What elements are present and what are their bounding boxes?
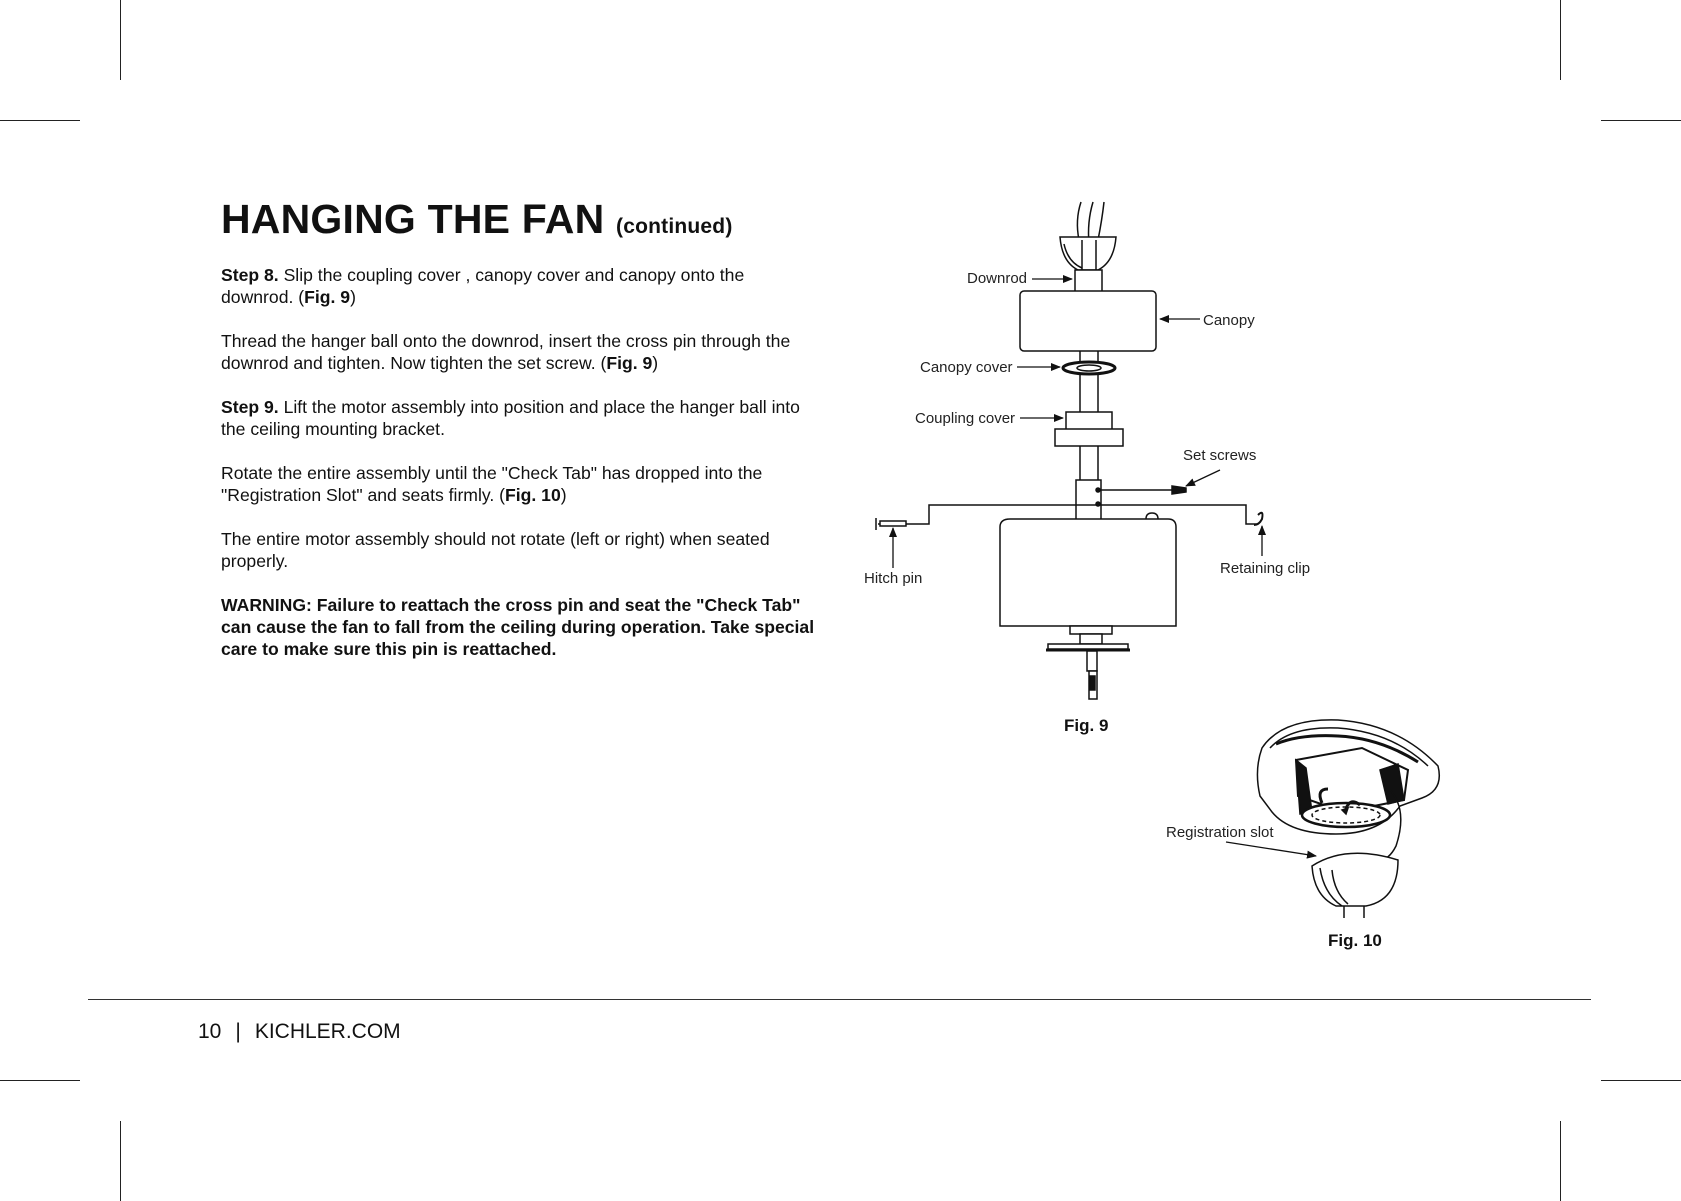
footer-separator: |	[235, 1020, 241, 1043]
page-footer	[198, 1020, 401, 1044]
label-registration-slot: Registration slot	[1166, 824, 1274, 841]
step8-ref: Fig. 9	[304, 287, 351, 307]
label-downrod: Downrod	[967, 270, 1028, 287]
thread-ref: Fig. 9	[606, 353, 653, 373]
fig10-leader	[1226, 842, 1316, 856]
step8-close: )	[350, 287, 356, 307]
label-canopy: Canopy	[1203, 312, 1255, 329]
label-coupling-cover: Coupling cover	[915, 410, 1016, 427]
rotate-close: )	[560, 485, 567, 505]
label-canopy-cover: Canopy cover	[920, 359, 1013, 376]
step8-text: Slip the coupling cover , canopy cover and canopy onto the downrod. (	[221, 265, 745, 307]
step9-text: Lift the motor assembly into position and place the hanger ball into the ceiling mounting bracket.	[221, 397, 800, 439]
footer-site: KICHLER.COM	[254, 1020, 401, 1043]
step8-label: Step 8.	[221, 265, 279, 285]
fig10-caption: Fig. 10	[1328, 931, 1382, 950]
rotate-ref: Fig. 10	[505, 485, 561, 505]
label-hitch-pin: Hitch pin	[864, 570, 923, 587]
footer-divider	[88, 999, 1591, 1000]
thread-close: )	[652, 353, 659, 373]
thread-text: Thread the hanger ball onto the downrod, insert the cross pin through the downrod and tighten. Now tighten the set screw. (	[221, 331, 791, 373]
page-number: 10	[198, 1020, 222, 1043]
fig9-caption: Fig. 9	[1064, 716, 1109, 735]
title-sub: (continued)	[616, 215, 733, 238]
label-set-screws: Set screws	[1183, 447, 1257, 464]
warning-text: WARNING: Failure to reattach the cross pin and seat the "Check Tab" can cause the fan to fall from the ceiling during operation. Take special care to make sure this pin is reattached.	[221, 595, 815, 659]
label-retaining-clip: Retaining clip	[1220, 560, 1311, 577]
motor-text: The entire motor assembly should not rotate (left or right) when seated properly.	[221, 529, 770, 571]
fig10-drawing	[1257, 720, 1439, 918]
step9-label: Step 9.	[221, 397, 279, 417]
title-main: HANGING THE FAN	[221, 196, 605, 242]
rotate-text: Rotate the entire assembly until the "Check Tab" has dropped into the "Registration Slot" and seats firmly. (	[221, 463, 763, 505]
